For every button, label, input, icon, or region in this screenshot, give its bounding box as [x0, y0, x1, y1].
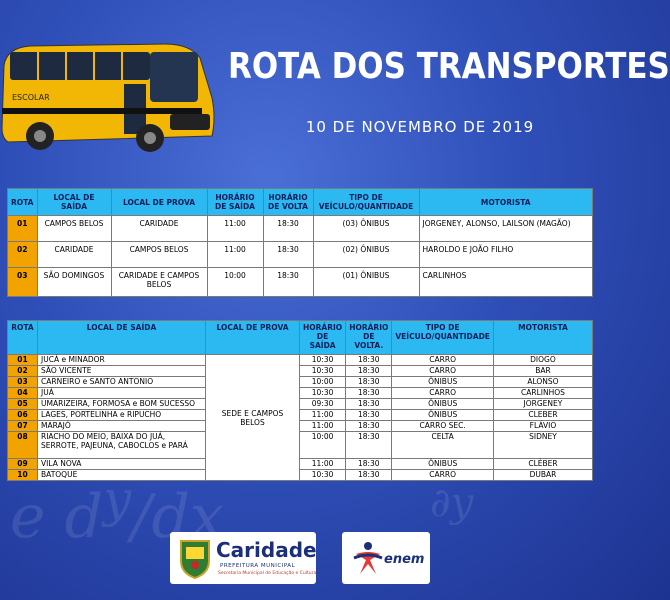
exam-place: CARIDADE: [111, 216, 207, 242]
driver: JORGENEY: [493, 399, 592, 410]
column-header: ROTA: [8, 189, 38, 216]
exam-place-merged: SEDE E CAMPOS BELOS: [206, 355, 300, 481]
driver: DIOGO: [493, 355, 592, 366]
driver: CLEBER: [493, 410, 592, 421]
enem-figure-icon: [352, 540, 384, 576]
route-number: 10: [8, 470, 38, 481]
column-header: TIPO DE VEÍCULO/QUANTIDADE: [392, 321, 494, 355]
driver: JORGENEY, ALONSO, LAILSON (MAGÃO): [419, 216, 593, 242]
route-number: 02: [8, 242, 38, 268]
departure-place: BATOQUE: [38, 470, 206, 481]
route-number: 06: [8, 410, 38, 421]
column-header: MOTORISTA: [493, 321, 592, 355]
driver: CARLINHOS: [419, 268, 593, 297]
city-crest-icon: [178, 537, 212, 579]
departure-time: 11:00: [300, 459, 346, 470]
return-time: 18:30: [346, 388, 392, 399]
return-time: 18:30: [346, 377, 392, 388]
vehicle-type: ÔNIBUS: [392, 399, 494, 410]
departure-time: 10:30: [300, 470, 346, 481]
vehicle-type: ÔNIBUS: [392, 410, 494, 421]
table-row: [8, 366, 593, 377]
return-time: 18:30: [346, 421, 392, 432]
event-date: 10 DE NOVEMBRO DE 2019: [305, 118, 535, 136]
route-number: 09: [8, 459, 38, 470]
column-header: HORÁRIO DE VOLTA: [263, 189, 313, 216]
column-header: HORÁRIO DE SAÍDA: [300, 321, 346, 355]
route-number: 07: [8, 421, 38, 432]
bus-label: ESCOLAR: [12, 93, 50, 102]
departure-place: CARIDADE: [37, 242, 111, 268]
departure-place: RIACHO DO MEIO, BAIXA DO JUÁ, SERROTE, PAJEUNA, CABOCLOS e PARÁ: [38, 432, 206, 459]
return-time: 18:30: [346, 366, 392, 377]
departure-time: 11:00: [300, 421, 346, 432]
table-row: [8, 216, 593, 242]
driver: DUBAR: [493, 470, 592, 481]
route-number: 05: [8, 399, 38, 410]
departure-time: 10:00: [300, 377, 346, 388]
table-row: [8, 377, 593, 388]
departure-time: 10:00: [300, 432, 346, 459]
column-header: HORÁRIO DE SAÍDA: [207, 189, 263, 216]
school-bus-image: [0, 38, 222, 160]
vehicle-type: CARRO: [392, 388, 494, 399]
departure-time: 10:30: [300, 366, 346, 377]
departure-place: CAMPOS BELOS: [37, 216, 111, 242]
departure-time: 11:00: [300, 410, 346, 421]
route-number: 04: [8, 388, 38, 399]
departure-time: 10:00: [207, 268, 263, 297]
table-row: [8, 432, 593, 459]
departure-place: LAGES, PORTELINHA e RIPUCHO: [38, 410, 206, 421]
return-time: 18:30: [346, 355, 392, 366]
table-row: [8, 399, 593, 410]
vehicle-type: ÔNIBUS: [392, 459, 494, 470]
column-header: ROTA: [8, 321, 38, 355]
vehicle-type: (01) ÔNIBUS: [313, 268, 419, 297]
driver: CLÉBER: [493, 459, 592, 470]
departure-place: UMARIZEIRA, FORMOSA e BOM SUCESSO: [38, 399, 206, 410]
departure-place: SÃO VICENTE: [38, 366, 206, 377]
enem-logo-text: enem: [384, 552, 425, 567]
departure-time: 10:30: [300, 355, 346, 366]
table-row: [8, 470, 593, 481]
caridade-logo-subtitle: PREFEITURA MUNICIPAL: [220, 563, 296, 569]
vehicle-type: ÔNIBUS: [392, 377, 494, 388]
route-number: 03: [8, 268, 38, 297]
vehicle-type: CELTA: [392, 432, 494, 459]
background-math: ∂y: [430, 480, 474, 526]
vehicle-type: CARRO SEC.: [392, 421, 494, 432]
table-row: [8, 388, 593, 399]
table-header-row: [8, 189, 593, 216]
page-title: ROTA DOS TRANSPORTES: [228, 46, 670, 87]
caridade-logo-text: Caridade: [216, 538, 317, 562]
table-row: [8, 355, 593, 366]
departure-place: VILA NOVA: [38, 459, 206, 470]
table-header-row: [8, 321, 593, 355]
vehicle-type: CARRO: [392, 470, 494, 481]
driver: ALONSO: [493, 377, 592, 388]
driver: FLÁVIO: [493, 421, 592, 432]
table-row: [8, 242, 593, 268]
table-row: [8, 410, 593, 421]
departure-time: 11:00: [207, 242, 263, 268]
column-header: LOCAL DE PROVA: [111, 189, 207, 216]
route-number: 01: [8, 355, 38, 366]
exam-place: CAMPOS BELOS: [111, 242, 207, 268]
return-time: 18:30: [263, 216, 313, 242]
driver: BAR: [493, 366, 592, 377]
vehicle-type: CARRO: [392, 366, 494, 377]
caridade-logo-department: Secretaria Municipal de Educação e Cultura: [218, 571, 317, 576]
departure-time: 11:00: [207, 216, 263, 242]
route-number: 08: [8, 432, 38, 459]
exam-place: CARIDADE E CAMPOS BELOS: [111, 268, 207, 297]
vehicle-type: (03) ÔNIBUS: [313, 216, 419, 242]
vehicle-type: CARRO: [392, 355, 494, 366]
return-time: 18:30: [346, 432, 392, 459]
return-time: 18:30: [346, 410, 392, 421]
column-header: TIPO DE VEÍCULO/QUANTIDADE: [313, 189, 419, 216]
departure-time: 10:30: [300, 388, 346, 399]
return-time: 18:30: [263, 268, 313, 297]
return-time: 18:30: [263, 242, 313, 268]
driver: CARLINHOS: [493, 388, 592, 399]
routes-table-districts: [7, 320, 593, 481]
routes-table-main: [7, 188, 593, 297]
route-number: 03: [8, 377, 38, 388]
column-header: LOCAL DE SAÍDA: [38, 321, 206, 355]
background-math: e $d^y/dx$: [10, 470, 224, 552]
departure-place: SÃO DOMINGOS: [37, 268, 111, 297]
return-time: 18:30: [346, 399, 392, 410]
departure-place: MARAJÓ: [38, 421, 206, 432]
route-number: 02: [8, 366, 38, 377]
departure-place: CARNEIRO e SANTO ANTONIO: [38, 377, 206, 388]
departure-place: JUCÁ e MINADOR: [38, 355, 206, 366]
driver: SIDNEY: [493, 432, 592, 459]
table-row: [8, 459, 593, 470]
table-row: [8, 421, 593, 432]
column-header: LOCAL DE PROVA: [206, 321, 300, 355]
vehicle-type: (02) ÔNIBUS: [313, 242, 419, 268]
departure-time: 09:30: [300, 399, 346, 410]
return-time: 18:30: [346, 459, 392, 470]
route-number: 01: [8, 216, 38, 242]
departure-place: JUÁ: [38, 388, 206, 399]
column-header: LOCAL DE SAÍDA: [37, 189, 111, 216]
driver: HAROLDO E JOÃO FILHO: [419, 242, 593, 268]
table-row: [8, 268, 593, 297]
column-header: HORÁRIO DE VOLTA.: [346, 321, 392, 355]
return-time: 18:30: [346, 470, 392, 481]
column-header: MOTORISTA: [419, 189, 593, 216]
